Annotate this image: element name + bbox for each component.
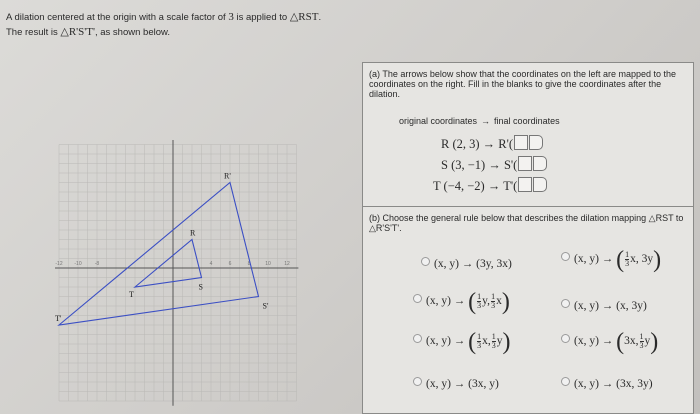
option-3x-y[interactable]: (x, y) → (3x, y) bbox=[413, 377, 499, 390]
graph-triangles bbox=[59, 183, 259, 326]
intro-line-2: The result is △R'S'T', as shown below. bbox=[6, 26, 170, 38]
part-a bbox=[363, 63, 693, 207]
point-label-t: T bbox=[129, 290, 134, 299]
radio-button[interactable] bbox=[413, 334, 422, 343]
question-panel bbox=[362, 62, 694, 414]
radio-button[interactable] bbox=[561, 334, 570, 343]
option-third-x-third-y[interactable]: (x, y) → ( $\frac{1}{3}$ x, $\frac{1}{3}$ y) bbox=[413, 333, 511, 350]
fraction: $\frac{1}{3}$ bbox=[639, 332, 644, 350]
triangle-rst: △RST bbox=[289, 11, 319, 23]
point-label-sp: S' bbox=[262, 301, 269, 311]
radio-button[interactable] bbox=[413, 294, 422, 303]
x-tick-label: -10 bbox=[74, 261, 82, 267]
x-tick-label: -12 bbox=[55, 261, 63, 267]
option-third-x-3y[interactable]: (x, y) → ( $\frac{1}{3}$ x, 3y) bbox=[561, 251, 661, 268]
fraction: $\frac{1}{3}$ bbox=[477, 332, 482, 350]
mapping-row-t: T (−4, −2) → T'( bbox=[433, 177, 547, 194]
option-third-y-third-x[interactable]: (x, y) → ( $\frac{1}{3}$ y, $\frac{1}{3}$ x) bbox=[413, 293, 510, 310]
mapping-row-s: S (3, −1) → S'( bbox=[441, 156, 547, 173]
s-prime-y-blank[interactable] bbox=[533, 156, 547, 171]
radio-button[interactable] bbox=[561, 299, 570, 308]
t-prime-y-blank[interactable] bbox=[533, 177, 547, 192]
option-3x-third-y[interactable]: (x, y) → (3x, $\frac{1}{3}$ y) bbox=[561, 333, 658, 350]
x-tick-label: 4 bbox=[209, 261, 213, 267]
graph-grid bbox=[59, 145, 297, 402]
fraction: $\frac{1}{3}$ bbox=[491, 292, 496, 310]
x-tick-label: 8 bbox=[247, 261, 251, 267]
option-3y-3x[interactable]: (x, y) → (3y, 3x) bbox=[421, 257, 512, 270]
option-3x-3y[interactable]: (x, y) → (3x, 3y) bbox=[561, 377, 653, 390]
fraction: $\frac{1}{3}$ bbox=[477, 292, 482, 310]
mapping-row-r: R (2, 3) → R'( bbox=[441, 135, 543, 152]
point-label-rp: R' bbox=[224, 171, 231, 181]
s-prime-x-blank[interactable] bbox=[518, 156, 532, 171]
coordinate-graph bbox=[55, 140, 310, 410]
mapping-header: original coordinates → final coordinates bbox=[399, 116, 560, 126]
t-prime-x-blank[interactable] bbox=[518, 177, 532, 192]
radio-button[interactable] bbox=[413, 377, 422, 386]
radio-button[interactable] bbox=[421, 257, 430, 266]
graph-axes bbox=[55, 140, 298, 406]
x-tick-label: 6 bbox=[228, 261, 232, 267]
triangle-rst bbox=[135, 240, 202, 288]
x-tick-label: 12 bbox=[284, 261, 290, 267]
x-tick-label: -8 bbox=[94, 261, 100, 267]
part-a-question: (a) The arrows below show that the coordinates on the left are mapped to the coordinates on the right. Fill in the blanks to give the coordinates after the dilation. bbox=[369, 69, 677, 99]
scale-factor: 3 bbox=[228, 11, 234, 23]
x-tick-label: 10 bbox=[265, 261, 271, 267]
intro-line-1: A dilation centered at the origin with a scale factor of 3 is applied to △RST. bbox=[6, 11, 322, 23]
r-prime-x-blank[interactable] bbox=[514, 135, 528, 150]
graph-point-labels bbox=[55, 172, 269, 324]
problem-statement bbox=[6, 10, 426, 40]
point-label-s: S bbox=[198, 282, 203, 292]
point-label-r: R bbox=[190, 228, 196, 238]
radio-button[interactable] bbox=[561, 252, 570, 261]
part-b-question: (b) Choose the general rule below that describes the dilation mapping △RST to △R'S'T'. bbox=[369, 213, 684, 233]
part-b bbox=[363, 207, 693, 413]
fraction: $\frac{1}{3}$ bbox=[491, 332, 496, 350]
radio-button[interactable] bbox=[561, 377, 570, 386]
triangle-rst-prime: △R'S'T' bbox=[60, 26, 95, 38]
triangle-rst-prime bbox=[59, 183, 259, 326]
r-prime-y-blank[interactable] bbox=[529, 135, 543, 150]
point-label-tp: T' bbox=[55, 314, 62, 323]
fraction: $\frac{1}{3}$ bbox=[625, 250, 630, 268]
option-x-3y[interactable]: (x, y) → (x, 3y) bbox=[561, 299, 647, 312]
